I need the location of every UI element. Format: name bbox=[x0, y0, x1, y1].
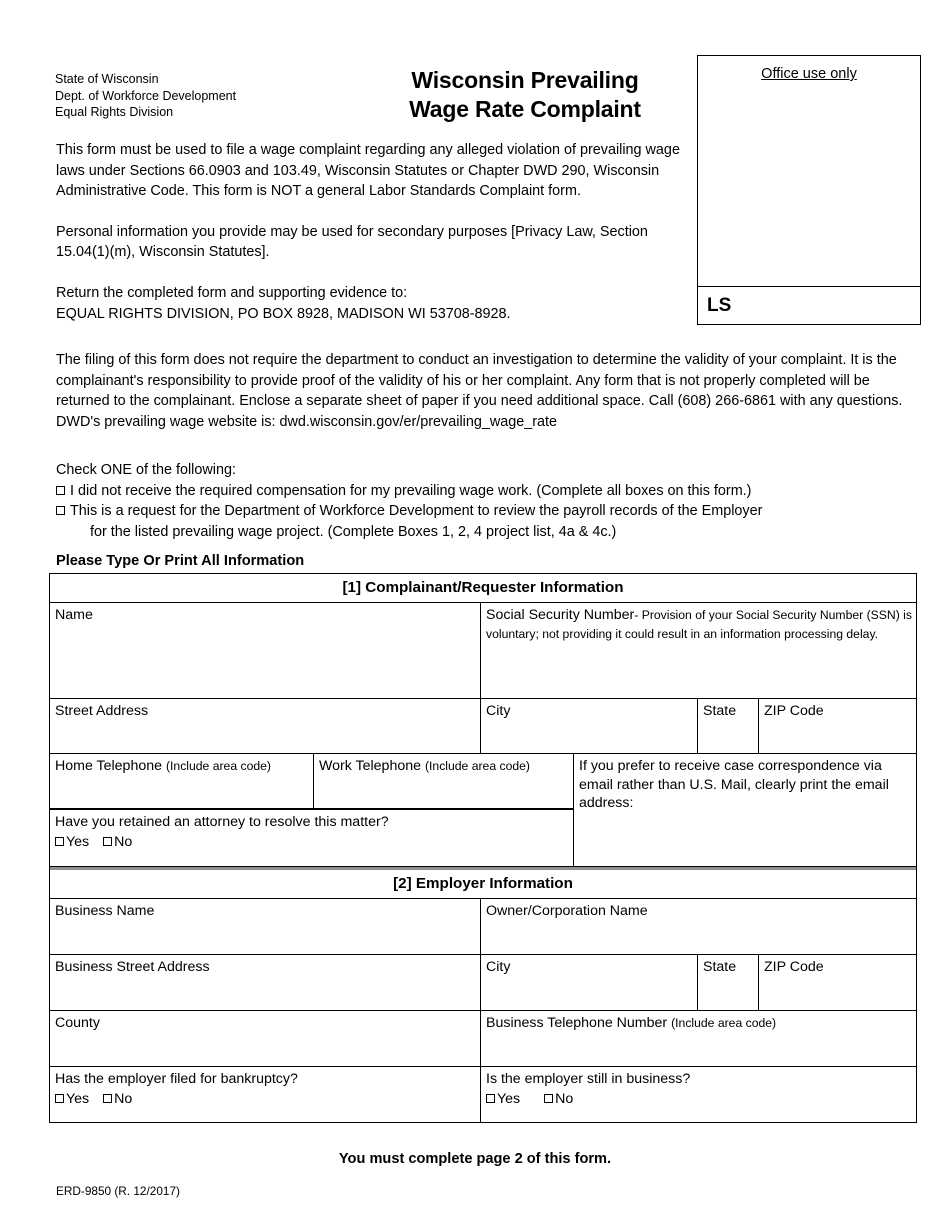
footer-note: You must complete page 2 of this form. bbox=[338, 1151, 612, 1167]
agency-block bbox=[55, 71, 236, 121]
check-option-2-label: This is a request for the Department of Workforce Development to review the payroll records of the Employer bbox=[70, 503, 763, 520]
checkbox-in-business-yes-icon[interactable] bbox=[486, 1094, 495, 1103]
section-1-heading: [1] Complainant/Requester Information bbox=[50, 574, 916, 603]
check-option-1-label: I did not receive the required compensation for my prevailing wage work. (Complete all boxes on this form.) bbox=[70, 482, 752, 499]
attorney-row bbox=[50, 809, 573, 866]
field-bankruptcy-question: Has the employer filed for bankruptcy? bbox=[55, 1071, 298, 1087]
field-business-telephone-note: (Include area code) bbox=[671, 1016, 777, 1030]
checkbox-attorney-yes-icon[interactable] bbox=[55, 837, 64, 846]
office-use-area[interactable] bbox=[698, 56, 920, 286]
phone-row bbox=[50, 754, 573, 809]
field-street-address-label: Street Address bbox=[55, 703, 149, 719]
field-business-telephone-label: Business Telephone Number bbox=[486, 1015, 668, 1031]
table-row bbox=[50, 1011, 916, 1067]
field-business-name-label: Business Name bbox=[55, 903, 155, 919]
field-county[interactable] bbox=[50, 1011, 481, 1066]
checkbox-attorney-no-icon[interactable] bbox=[103, 837, 112, 846]
filing-notice-paragraph: The filing of this form does not require the department to conduct an investigation to determine the validity of your complaint. It is the complainant's responsibility to provide proof of the validity of his or her complaint. Any form that is not properly completed will be returned to the complainant. Enclose a separate sheet of paper if you need additional space. Call (608) 266-6861 with any questions. DWD's prevailing wage website is: dwd.wisconsin.gov/er/prevailing_wage_rate bbox=[56, 352, 903, 430]
section-2-heading: [2] Employer Information bbox=[50, 870, 916, 899]
in-business-yes-label: Yes bbox=[497, 1090, 521, 1107]
field-business-street-address[interactable] bbox=[50, 955, 481, 1010]
print-instruction: Please Type Or Print All Information bbox=[56, 553, 305, 569]
field-business-city[interactable] bbox=[481, 955, 698, 1010]
check-option-1[interactable] bbox=[56, 481, 918, 502]
attorney-yes-label: Yes bbox=[66, 833, 90, 850]
checkbox-option-1-icon[interactable] bbox=[56, 486, 65, 495]
field-home-telephone-note: (Include area code) bbox=[165, 759, 271, 773]
bankruptcy-yes-no-group[interactable] bbox=[55, 1090, 480, 1109]
field-business-zip-label: ZIP Code bbox=[764, 959, 824, 975]
field-work-telephone[interactable] bbox=[314, 754, 573, 808]
field-county-label: County bbox=[55, 1015, 100, 1031]
field-work-telephone-label: Work Telephone bbox=[319, 758, 422, 774]
table-row bbox=[50, 754, 916, 867]
field-work-telephone-note: (Include area code) bbox=[424, 759, 530, 773]
field-name[interactable] bbox=[50, 603, 481, 698]
intro-paragraphs bbox=[56, 140, 681, 324]
field-email-prompt: If you prefer to receive case correspondence via email rather than U.S. Mail, clearly print the email address: bbox=[579, 758, 889, 811]
field-ssn-note: - Provision of your Social Security Number (SSN) is voluntary; not providing it could result in an information processing delay. bbox=[486, 608, 912, 641]
office-use-label: Office use only bbox=[761, 66, 857, 82]
field-business-state-label: State bbox=[703, 959, 737, 975]
page-title bbox=[360, 66, 690, 124]
return-address-line-1: Return the completed form and supporting evidence to: bbox=[56, 284, 408, 301]
form-table bbox=[49, 573, 917, 1123]
checkbox-in-business-no-icon[interactable] bbox=[544, 1094, 553, 1103]
checkbox-bankruptcy-no-icon[interactable] bbox=[103, 1094, 112, 1103]
field-owner-name-label: Owner/Corporation Name bbox=[486, 903, 648, 919]
field-business-state[interactable] bbox=[698, 955, 759, 1010]
field-bankruptcy[interactable] bbox=[50, 1067, 481, 1122]
field-business-city-label: City bbox=[486, 959, 511, 975]
field-in-business-question: Is the employer still in business? bbox=[486, 1071, 691, 1087]
office-use-code: LS bbox=[707, 294, 732, 316]
agency-line-1: State of Wisconsin bbox=[55, 72, 159, 86]
table-row bbox=[50, 1067, 916, 1122]
field-street-address[interactable] bbox=[50, 699, 481, 753]
office-use-code-row[interactable] bbox=[698, 286, 920, 324]
table-row bbox=[50, 603, 916, 699]
table-row bbox=[50, 899, 916, 955]
in-business-yes-no-group[interactable] bbox=[486, 1090, 916, 1109]
bankruptcy-yes-label: Yes bbox=[66, 1090, 90, 1107]
form-id: ERD-9850 (R. 12/2017) bbox=[56, 1184, 180, 1198]
check-one-section bbox=[56, 460, 918, 542]
in-business-no-label: No bbox=[555, 1090, 574, 1107]
table-row bbox=[50, 955, 916, 1011]
field-business-zip[interactable] bbox=[759, 955, 916, 1010]
title-line-1: Wisconsin Prevailing bbox=[411, 67, 639, 93]
field-zip-label: ZIP Code bbox=[764, 703, 824, 719]
field-attorney[interactable] bbox=[50, 810, 573, 866]
checkbox-option-2-icon[interactable] bbox=[56, 506, 65, 515]
field-business-name[interactable] bbox=[50, 899, 481, 954]
attorney-no-label: No bbox=[114, 833, 133, 850]
table-row bbox=[50, 699, 916, 754]
field-state-label: State bbox=[703, 703, 737, 719]
field-name-label: Name bbox=[55, 607, 93, 623]
check-option-2[interactable] bbox=[56, 501, 918, 542]
field-zip[interactable] bbox=[759, 699, 916, 753]
field-home-telephone[interactable] bbox=[50, 754, 314, 808]
intro-paragraph-2: Personal information you provide may be used for secondary purposes [Privacy Law, Section 15.04(1)(m), Wisconsin Statutes]. bbox=[56, 223, 648, 261]
office-use-box bbox=[697, 55, 921, 325]
intro-paragraph-3 bbox=[56, 283, 681, 324]
field-owner-name[interactable] bbox=[481, 899, 916, 954]
attorney-yes-no-group[interactable] bbox=[55, 833, 573, 852]
field-business-street-address-label: Business Street Address bbox=[55, 959, 210, 975]
field-city-label: City bbox=[486, 703, 511, 719]
field-business-telephone[interactable] bbox=[481, 1011, 916, 1066]
check-option-2-label-cont: for the listed prevailing wage project. (Complete Boxes 1, 2, 4 project list, 4a & 4c.) bbox=[90, 523, 617, 540]
title-line-2: Wage Rate Complaint bbox=[409, 96, 641, 122]
field-city[interactable] bbox=[481, 699, 698, 753]
field-home-telephone-label: Home Telephone bbox=[55, 758, 163, 774]
field-email[interactable] bbox=[573, 754, 916, 866]
agency-line-3: Equal Rights Division bbox=[55, 105, 174, 119]
field-state[interactable] bbox=[698, 699, 759, 753]
field-ssn-label: Social Security Number bbox=[486, 607, 635, 623]
intro-paragraph-1: This form must be used to file a wage complaint regarding any alleged violation of prevailing wage laws under Sections 66.0903 and 103.49, Wisconsin Statutes or Chapter DWD 290, Wisconsin Administrative Code. This form is NOT a general Labor Standards Complaint form. bbox=[56, 142, 680, 200]
return-address-line-2: EQUAL RIGHTS DIVISION, PO BOX 8928, MADISON WI 53708-8928. bbox=[56, 305, 511, 322]
check-one-prompt: Check ONE of the following: bbox=[56, 462, 236, 478]
field-attorney-question: Have you retained an attorney to resolve this matter? bbox=[55, 814, 389, 830]
bankruptcy-no-label: No bbox=[114, 1090, 133, 1107]
field-in-business[interactable] bbox=[481, 1067, 916, 1122]
field-ssn[interactable] bbox=[481, 603, 916, 698]
agency-line-2: Dept. of Workforce Development bbox=[55, 88, 237, 103]
checkbox-bankruptcy-yes-icon[interactable] bbox=[55, 1094, 64, 1103]
